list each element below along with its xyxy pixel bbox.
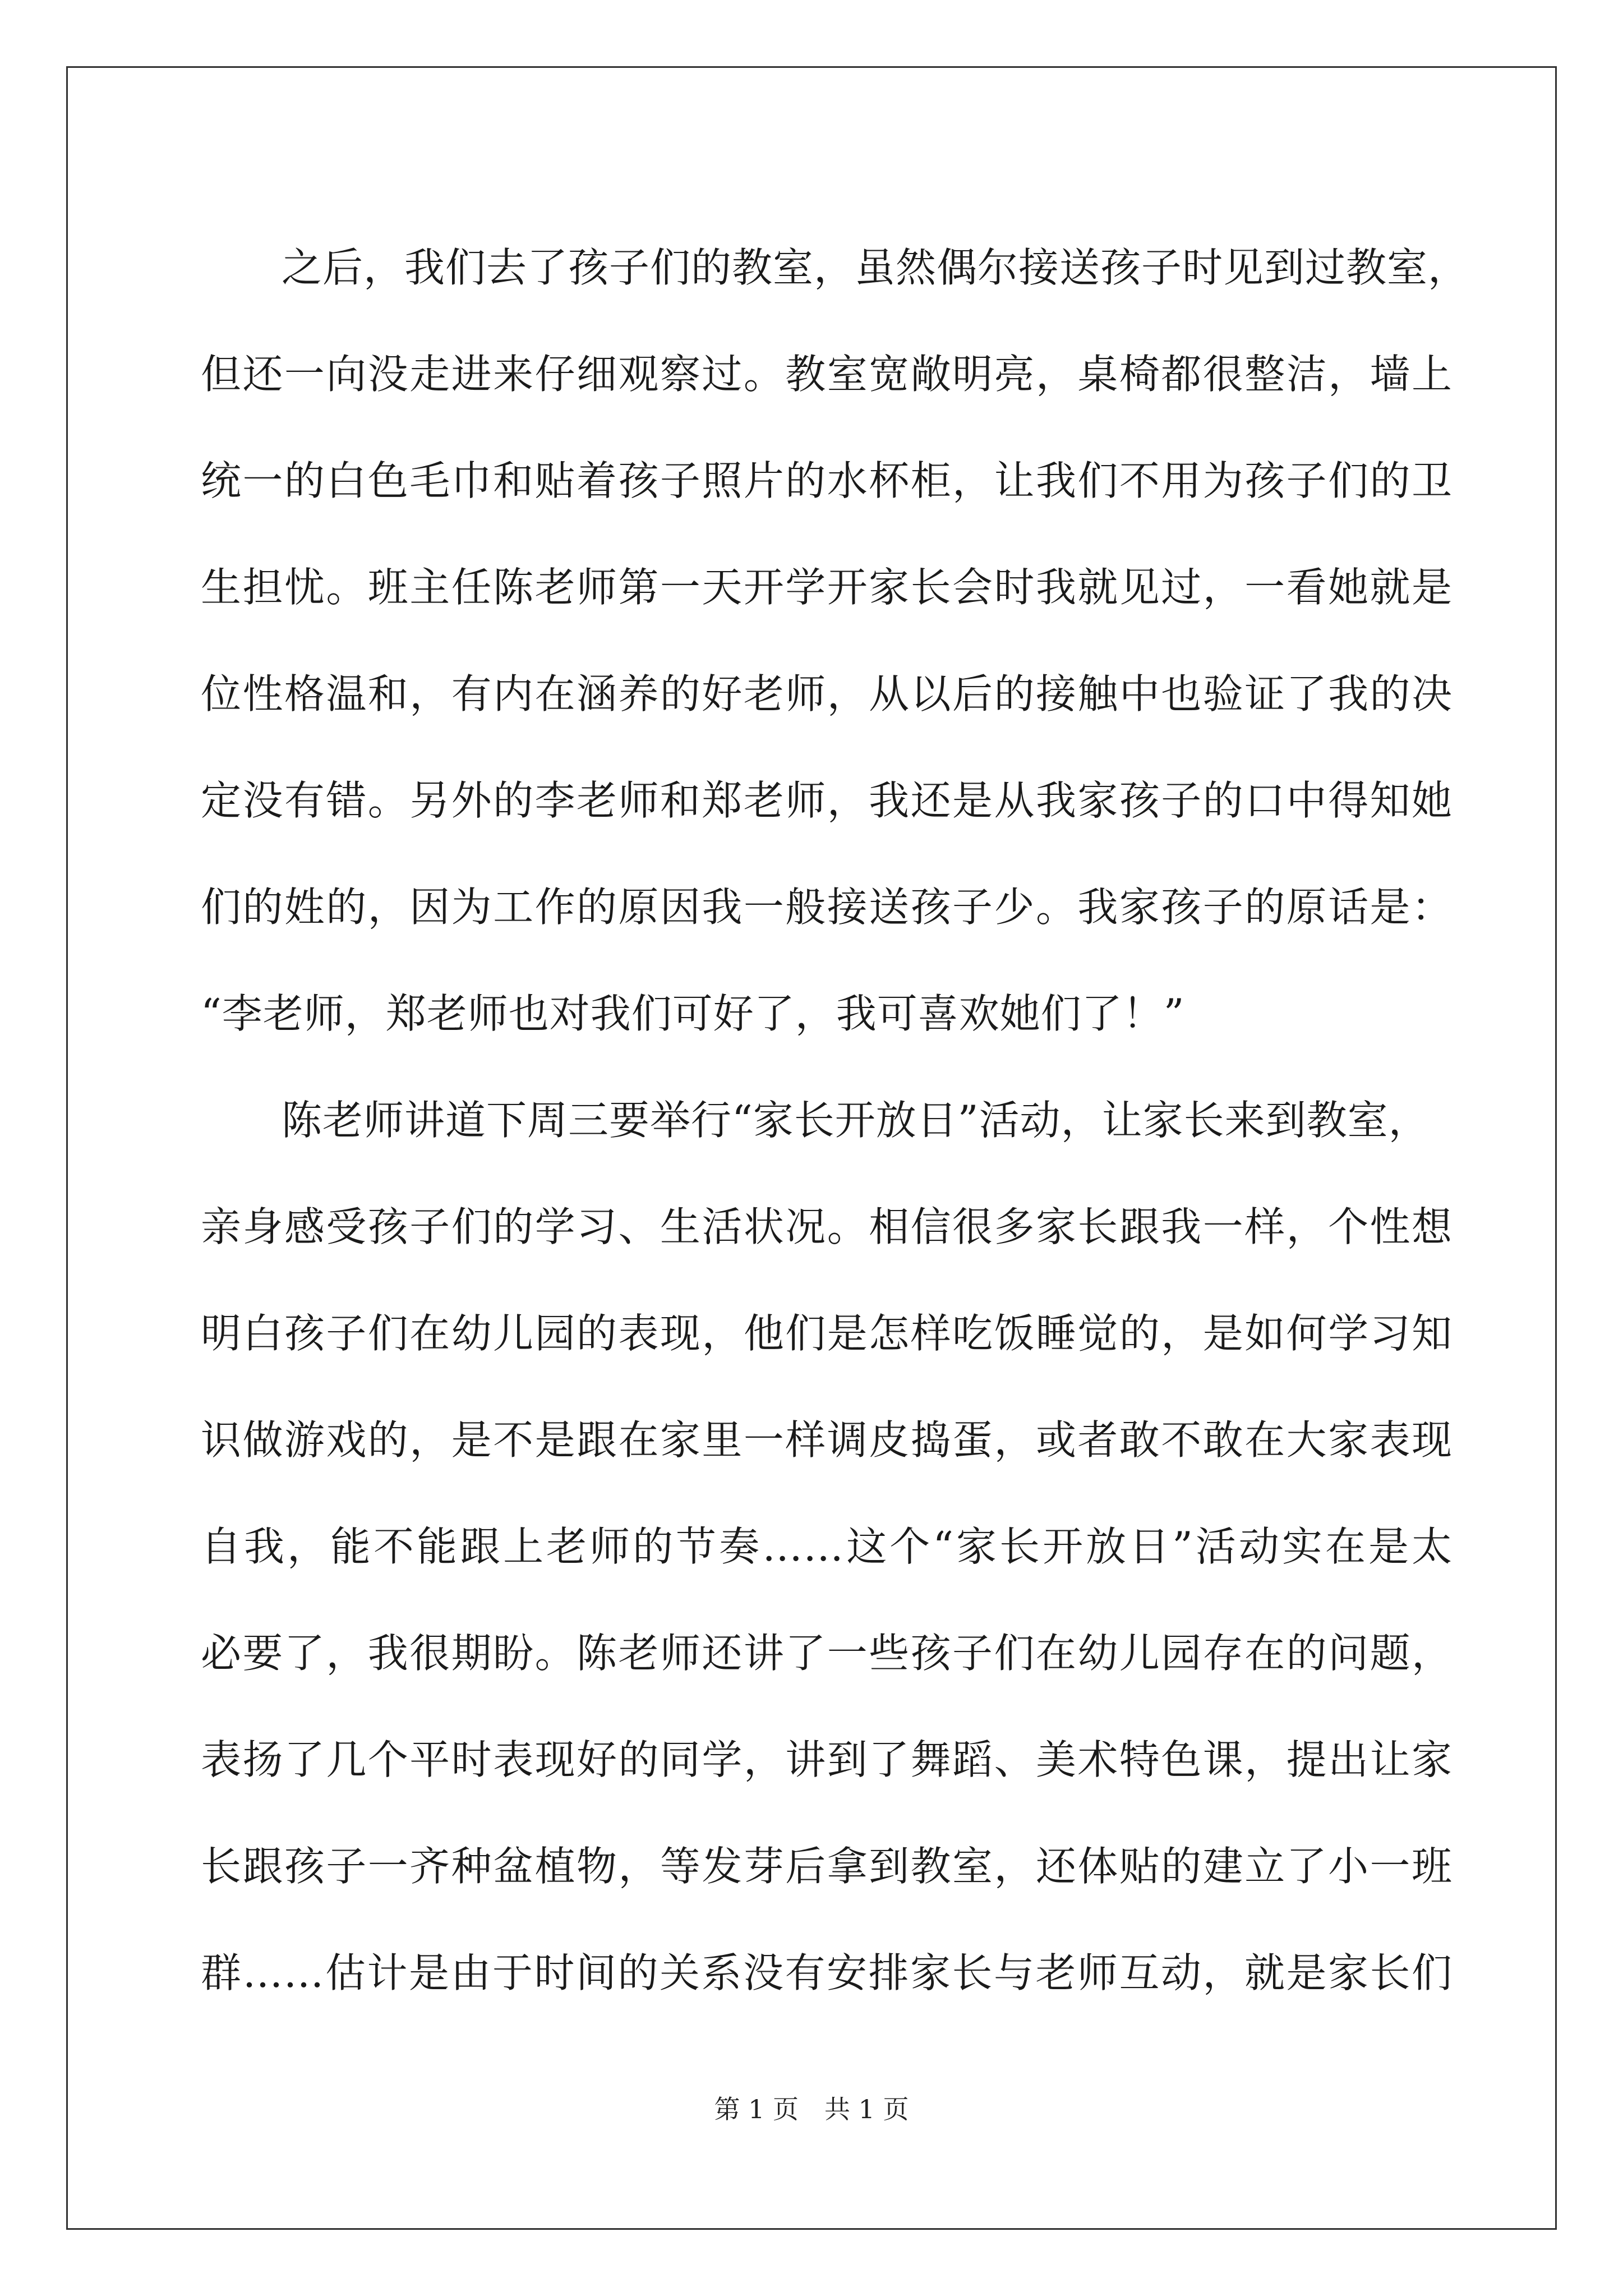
text-line: 们的姓的，因为工作的原因我一般接送孩子少。我家孩子的原话是： [201,884,1453,931]
text-line: 识做游戏的，是不是跟在家里一样调皮捣蛋，或者敢不敢在大家表现 [201,1416,1453,1464]
page-footer [0,2092,1623,2126]
text-line: 明白孩子们在幼儿园的表现，他们是怎样吃饭睡觉的，是如何学习知 [201,1310,1453,1357]
text-line: 但还一向没走进来仔细观察过。教室宽敞明亮，桌椅都很整洁，墙上 [201,351,1453,398]
text-line: 位性格温和，有内在涵养的好老师，从以后的接触中也验证了我的决 [201,670,1453,717]
page-total: 共 1 页 [824,2094,909,2124]
text-line: 群……估计是由于时间的关系没有安排家长与老师互动，就是家长们 [201,1949,1453,1996]
text-line: 表扬了几个平时表现好的同学，讲到了舞蹈、美术特色课，提出让家 [201,1736,1453,1783]
text-line: 生担忧。班主任陈老师第一天开学开家长会时我就见过，一看她就是 [201,564,1453,611]
text-line: 长跟孩子一齐种盆植物，等发芽后拿到教室，还体贴的建立了小一班 [201,1843,1453,1890]
text-line: 统一的白色毛巾和贴着孩子照片的水杯柜，让我们不用为孩子们的卫 [201,457,1453,504]
text-line: 定没有错。另外的李老师和郑老师，我还是从我家孩子的口中得知她 [201,777,1453,824]
text-line: 陈老师讲道下周三要举行“家长开放日”活动，让家长来到教室， [282,1097,1430,1144]
text-line: 亲身感受孩子们的学习、生活状况。相信很多家长跟我一样，个性想 [201,1203,1453,1250]
document-body [201,214,1469,2026]
page-number: 第 1 页 [714,2094,799,2124]
text-line: 自我，能不能跟上老师的节奏……这个“家长开放日”活动实在是太 [201,1523,1453,1570]
text-line: “李老师，郑老师也对我们可好了，我可喜欢她们了！” [201,990,1185,1037]
text-line: 必要了，我很期盼。陈老师还讲了一些孩子们在幼儿园存在的问题， [201,1630,1453,1677]
text-line: 之后，我们去了孩子们的教室，虽然偶尔接送孩子时见到过教室， [282,244,1469,291]
